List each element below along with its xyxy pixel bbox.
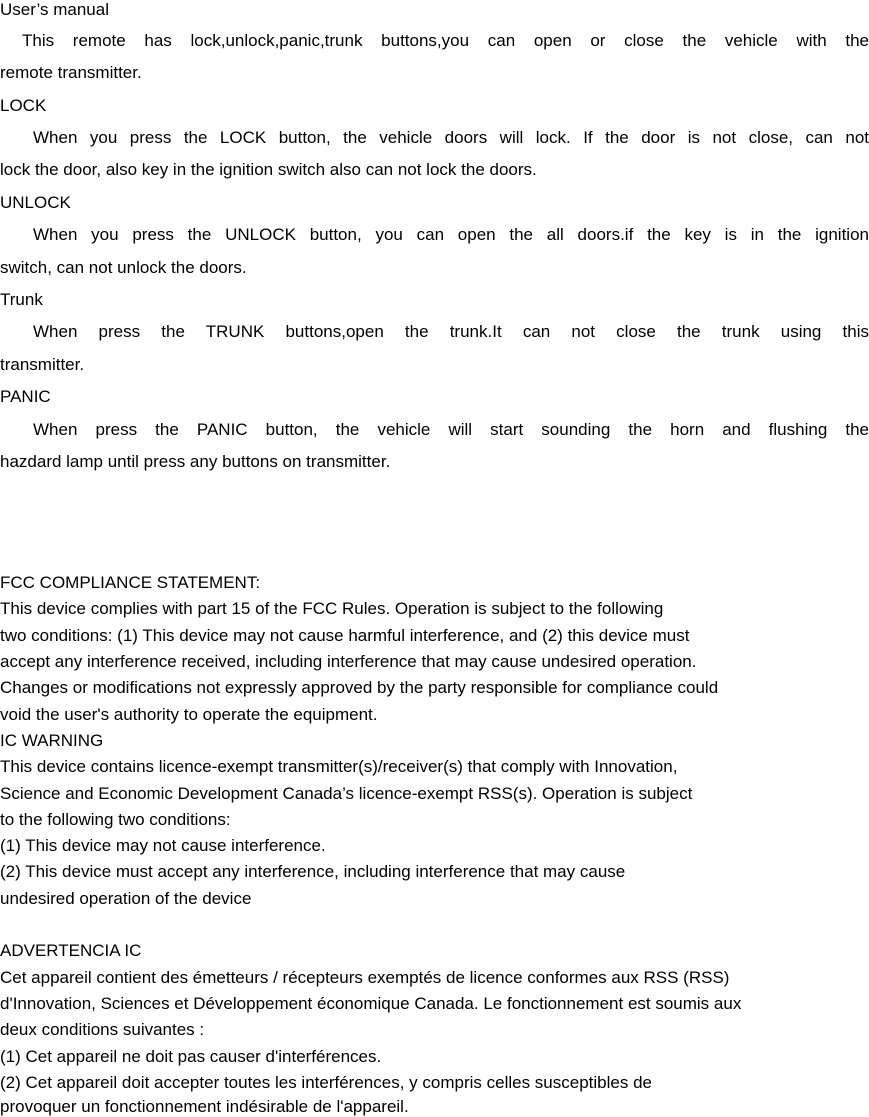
lock-heading: LOCK xyxy=(0,96,47,115)
trunk-line-1: When press the TRUNK buttons,open the trunk.It can not close the trunk using this xyxy=(33,322,869,341)
ic-line: Science and Economic Development Canada’s licence-exempt RSS(s). Operation is subject xyxy=(0,784,693,803)
fcc-line: This device complies with part 15 of the FCC Rules. Operation is subject to the following xyxy=(0,599,664,618)
advertencia-line: (2) Cet appareil doit accepter toutes les interférences, y compris celles susceptibles de xyxy=(0,1073,652,1092)
fcc-line: two conditions: (1) This device may not cause harmful interference, and (2) this device must xyxy=(0,626,690,645)
panic-line-2: hazdard lamp until press any buttons on transmitter. xyxy=(0,452,391,471)
panic-line-1: When press the PANIC button, the vehicle will start sounding the horn and flushing the xyxy=(33,420,869,439)
advertencia-line: Cet appareil contient des émetteurs / récepteurs exemptés de licence conformes aux RSS (RSS) xyxy=(0,968,730,987)
ic-line: (1) This device may not cause interference. xyxy=(0,836,326,855)
lock-line-1: When you press the LOCK button, the vehicle doors will lock. If the door is not close, can not xyxy=(33,128,869,147)
unlock-line-2: switch, can not unlock the doors. xyxy=(0,258,247,277)
ic-line: (2) This device must accept any interference, including interference that may cause xyxy=(0,862,626,881)
ic-line: to the following two conditions: xyxy=(0,810,231,829)
fcc-line: void the user's authority to operate the equipment. xyxy=(0,705,378,724)
panic-heading: PANIC xyxy=(0,387,51,406)
fcc-line: Changes or modifications not expressly approved by the party responsible for compliance could xyxy=(0,678,719,697)
lock-line-2: lock the door, also key in the ignition switch also can not lock the doors. xyxy=(0,160,537,179)
fcc-heading: FCC COMPLIANCE STATEMENT: xyxy=(0,573,261,592)
unlock-heading: UNLOCK xyxy=(0,193,71,212)
advertencia-line: (1) Cet appareil ne doit pas causer d'interférences. xyxy=(0,1047,382,1066)
fcc-line: accept any interference received, including interference that may cause undesired operation. xyxy=(0,652,697,671)
advertencia-line: d'Innovation, Sciences et Développement économique Canada. Le fonctionnement est soumis aux xyxy=(0,994,742,1013)
advertencia-line: provoquer un fonctionnement indésirable de l'appareil. xyxy=(0,1097,409,1116)
advertencia-heading: ADVERTENCIA IC xyxy=(0,941,142,960)
ic-line: This device contains licence-exempt transmitter(s)/receiver(s) that comply with Innovation, xyxy=(0,757,678,776)
trunk-heading: Trunk xyxy=(0,290,43,309)
ic-line: undesired operation of the device xyxy=(0,889,252,908)
intro-line-2: remote transmitter. xyxy=(0,63,142,82)
trunk-line-2: transmitter. xyxy=(0,355,85,374)
intro-line-1: This remote has lock,unlock,panic,trunk buttons,you can open or close the vehicle with the xyxy=(22,31,869,50)
manual-title: User’s manual xyxy=(0,0,109,19)
unlock-line-1: When you press the UNLOCK button, you can open the all doors.if the key is in the ignition xyxy=(33,225,869,244)
ic-heading: IC WARNING xyxy=(0,731,104,750)
advertencia-line: deux conditions suivantes : xyxy=(0,1020,205,1039)
